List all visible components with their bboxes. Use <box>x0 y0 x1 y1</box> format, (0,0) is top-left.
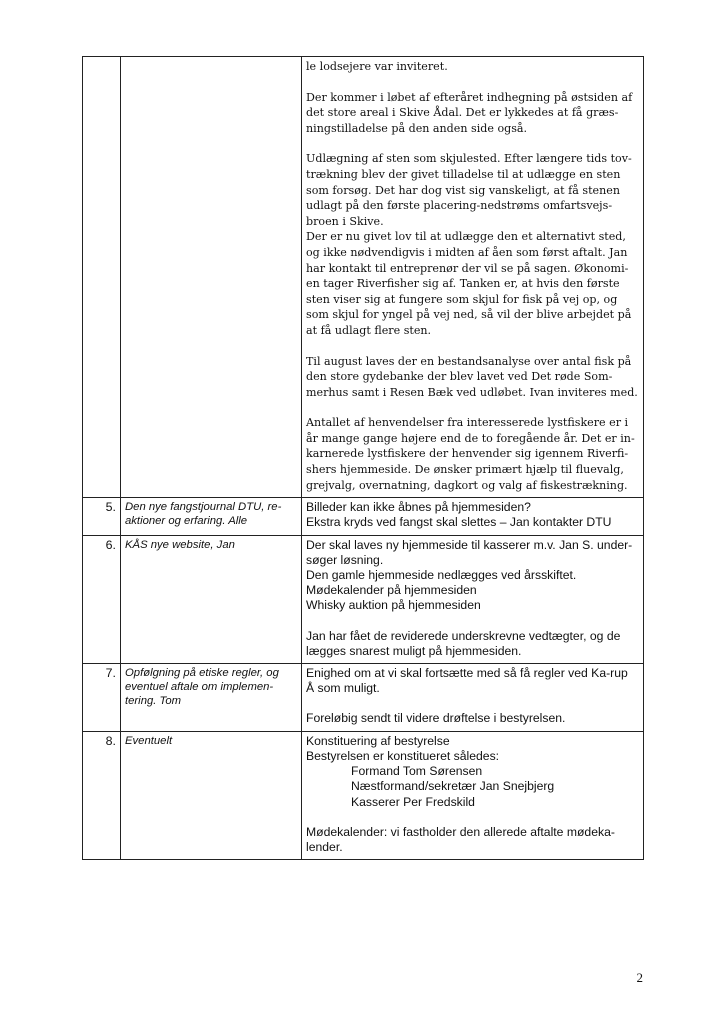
board-member: Formand Tom Sørensen <box>351 764 483 779</box>
table-row-continuation <box>83 57 644 498</box>
note-paragraph: Udlægning af sten som skjulested. Efter længere tids tov-trækning blev der givet tilladelse til at udlægge en sten som forsøg. Det har dog vist sig vanskeligt, at få stenen udlagt på den første placering-nedstrøms omfartsvejs-broen i Skive. <box>306 152 632 228</box>
item-number: 6. <box>83 535 121 663</box>
note-paragraph: Mødekalender: vi fastholder den allerede aftalte mødeka-lender. <box>306 824 615 854</box>
table-row-item-6 <box>83 535 644 663</box>
item-topic: Eventuelt <box>121 731 302 859</box>
item-number: 7. <box>83 664 121 732</box>
note-paragraph: Til august laves der en bestandsanalyse over antal fisk på den store gydebanke der blev lavet ved Det røde Som-merhus samt i Resen Bæk ved udløbet. Ivan inviteres med. <box>306 354 638 399</box>
item-topic: KÅS nye website, Jan <box>121 535 302 663</box>
note-paragraph: Der er nu givet lov til at udlægge den et alternativt sted, og ikke nødvendigvis i midten af åen som først aftalt. Jan har kontakt til entreprenør der vil se på sagen. Økonomi-en tager Riverfisher sig af. Tanken er, at hvis den første sten viser sig at fungere som skjul for fisk på vej op, og som skjul for yngel på vej ned, så vil der blive arbejdet på at få udlagt flere sten. <box>306 230 632 337</box>
note-paragraph: Ekstra kryds ved fangst skal slettes – Jan kontakter DTU <box>306 515 612 530</box>
note-paragraph: le lodsejere var inviteret. <box>306 60 448 73</box>
board-member: Kasserer Per Fredskild <box>351 794 475 809</box>
note-paragraph: Der kommer i løbet af efteråret indhegning på østsiden af det store areal i Skive Ådal. Det er lykkedes at få græs-ningstilladelse på den anden side også. <box>306 90 633 135</box>
note-paragraph: Whisky auktion på hjemmesiden <box>306 598 481 613</box>
note-paragraph: Foreløbig sendt til videre drøftelse i bestyrelsen. <box>306 711 566 726</box>
table-row-item-8 <box>83 731 644 859</box>
note-paragraph: Der skal laves ny hjemmeside til kasserer m.v. Jan S. under-søger løsning. <box>306 537 633 567</box>
table-row-item-5 <box>83 498 644 535</box>
page-number: 2 <box>636 970 643 985</box>
item-notes <box>302 731 644 859</box>
note-paragraph: Antallet af henvendelser fra interesserede lystfiskere er i år mange gange højere end de to foregående år. Det er in-karnerede lystfiskere der henvender sig igennem Riverfi-shers hjemmeside. De ønsker primært hjælp til fluevalg, grejvalg, overnatning, dagkort og valg af fiskestrækning. <box>306 416 635 492</box>
item-number: 8. <box>83 731 121 859</box>
item-topic: Opfølgning på etiske regler, og eventuel aftale om implemen-tering. Tom <box>121 664 302 732</box>
minutes-table <box>82 56 644 860</box>
note-paragraph: Billeder kan ikke åbnes på hjemmesiden? <box>306 500 531 515</box>
item-notes <box>302 664 644 732</box>
note-paragraph: Mødekalender på hjemmesiden <box>306 583 477 598</box>
note-paragraph: Den gamle hjemmeside nedlægges ved årsskiftet. <box>306 568 577 583</box>
item-number: 5. <box>83 498 121 535</box>
item-notes <box>302 57 644 498</box>
item-number <box>83 57 121 498</box>
table-row-item-7 <box>83 664 644 732</box>
note-paragraph: Enighed om at vi skal fortsætte med så få regler ved Ka-rup Å som muligt. <box>306 666 628 696</box>
item-notes <box>302 535 644 663</box>
note-paragraph: Bestyrelsen er konstitueret således: <box>306 748 500 763</box>
item-topic: Den nye fangstjournal DTU, re-aktioner og erfaring. Alle <box>121 498 302 535</box>
item-notes <box>302 498 644 535</box>
note-paragraph: Jan har fået de reviderede underskrevne vedtægter, og de lægges snarest muligt på hjemmesiden. <box>306 628 621 658</box>
board-member: Næstformand/sekretær Jan Snejbjerg <box>351 779 555 794</box>
note-paragraph: Konstituering af bestyrelse <box>306 733 450 748</box>
item-topic <box>121 57 302 498</box>
